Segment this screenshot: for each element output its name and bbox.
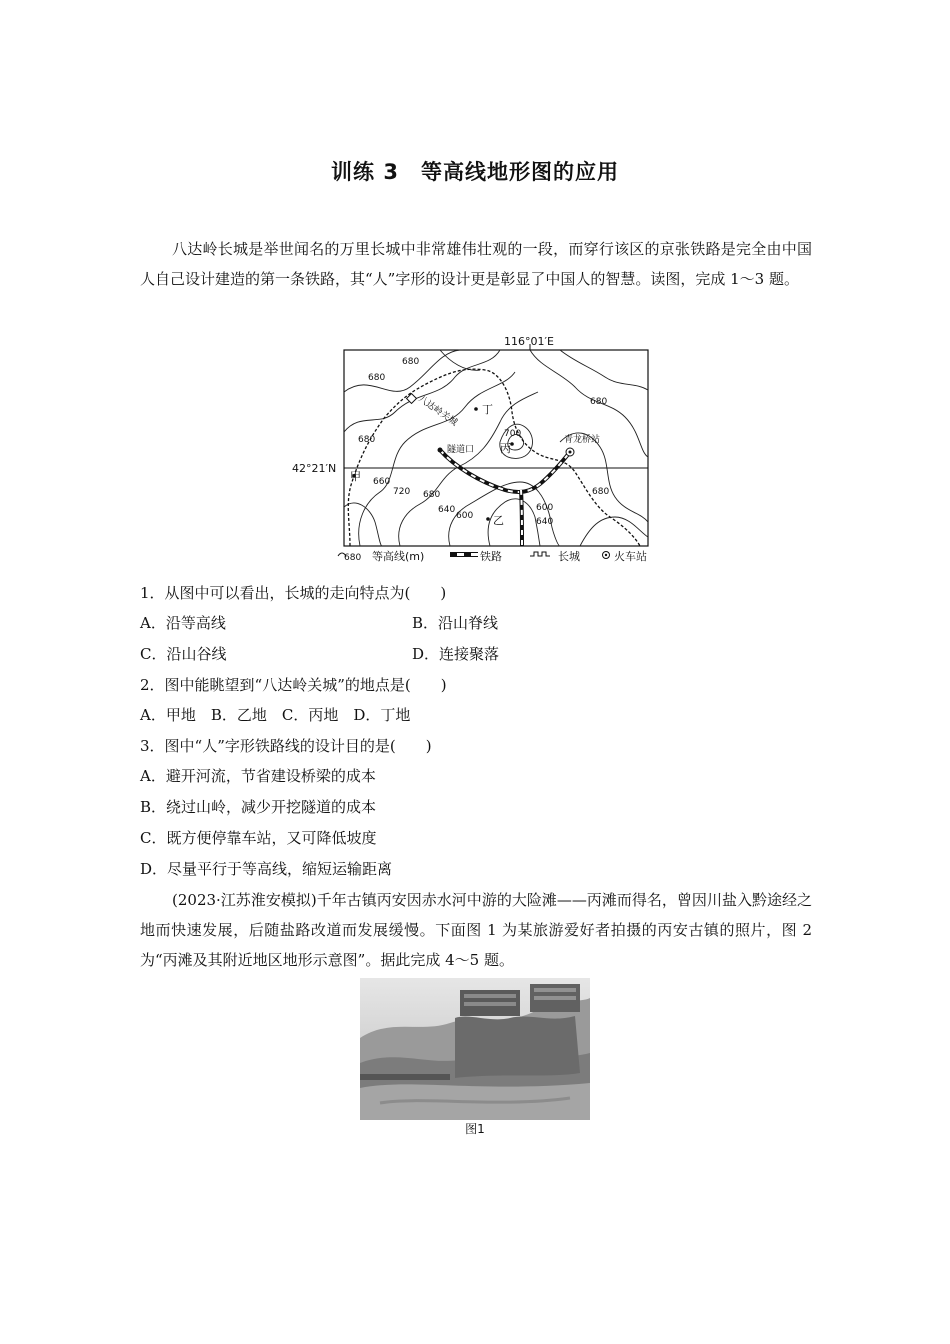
question-2-stem: 2．图中能眺望到“八达岭关城”的地点是( ) (140, 676, 447, 694)
contour-label: 680 (358, 435, 376, 445)
photo-caption: 图1 (465, 1122, 485, 1136)
question-1-option-d: D．连接聚落 (412, 645, 500, 663)
legend-contour: 等高线(m) (372, 550, 425, 563)
intro-paragraph-2: (2023·江苏淮安模拟)千年古镇丙安因赤水河中游的大险滩——丙滩而得名，曾因川盐入黔途经之地而快速发展，后随盐路改道而发展缓慢。下面图 1 为某旅游爱好者拍摄的丙安古镇的照片，图 2 为“丙滩及其附近地区地形示意图”。据此完成 4～5 题。 (140, 891, 812, 969)
question-2-options: A．甲地 B．乙地 C．丙地 D．丁地 (140, 706, 411, 724)
tunnel-label: 隧道口 (447, 445, 475, 455)
town-photo (360, 978, 590, 1120)
contour-label: 680 (423, 490, 441, 500)
pass-label: 八达岭关城 (416, 394, 459, 429)
legend-station: 火车站 (614, 550, 647, 563)
station-symbol (566, 448, 574, 456)
yi-point (486, 517, 490, 521)
legend-contour-value: 680 (344, 553, 362, 563)
legend-railway: 铁路 (480, 550, 502, 563)
station-label: 青龙桥站 (564, 435, 601, 445)
question-1-stem: 1．从图中可以看出，长城的走向特点为( ) (140, 584, 447, 602)
contour-label: 720 (393, 487, 411, 497)
question-3-option-c: C．既方便停靠车站，又可降低坡度 (140, 829, 377, 847)
question-3-option-b: B．绕过山岭，减少开挖隧道的成本 (140, 798, 377, 816)
bing-label: 丙 (500, 442, 511, 455)
contour-label: 640 (536, 517, 554, 527)
yi-label: 乙 (493, 514, 504, 527)
contour-label: 680 (368, 373, 386, 383)
map-legend (338, 549, 647, 563)
latitude-label: 42°21′N (292, 462, 337, 475)
question-3-option-d: D．尽量平行于等高线，缩短运输距离 (140, 860, 393, 878)
contour-label: 600 (456, 511, 474, 521)
question-3-option-a: A．避开河流，节省建设桥梁的成本 (140, 767, 376, 785)
topographic-map (290, 332, 670, 567)
contour-label: 600 (536, 503, 554, 513)
question-1-option-a: A．沿等高线 (140, 614, 226, 632)
question-1-option-c: C．沿山谷线 (140, 645, 227, 663)
contour-label: 700 (504, 429, 522, 439)
legend-wall: 长城 (558, 550, 580, 563)
ding-label: 丁 (482, 403, 493, 416)
contour-label: 680 (592, 487, 610, 497)
contour-label: 680 (590, 397, 608, 407)
question-3-stem: 3．图中“人”字形铁路线的设计目的是( ) (140, 737, 432, 755)
intro-paragraph-1: 八达岭长城是举世闻名的万里长城中非常雄伟壮观的一段，而穿行该区的京张铁路是完全由中国人自己设计建造的第一条铁路，其“人”字形的设计更是彰显了中国人的智慧。读图，完成 1～3 题。 (140, 240, 812, 288)
contour-label: 680 (402, 357, 420, 367)
page-title: 训练 3 等高线地形图的应用 (331, 160, 619, 184)
question-1-option-b: B．沿山脊线 (412, 614, 499, 632)
contour-label: 660 (373, 477, 391, 487)
jia-label: 甲 (350, 470, 361, 483)
longitude-label: 116°01′E (504, 335, 554, 348)
contour-label: 640 (438, 505, 456, 515)
ding-point (474, 407, 478, 411)
tunnel-mouth-dot (438, 448, 443, 453)
